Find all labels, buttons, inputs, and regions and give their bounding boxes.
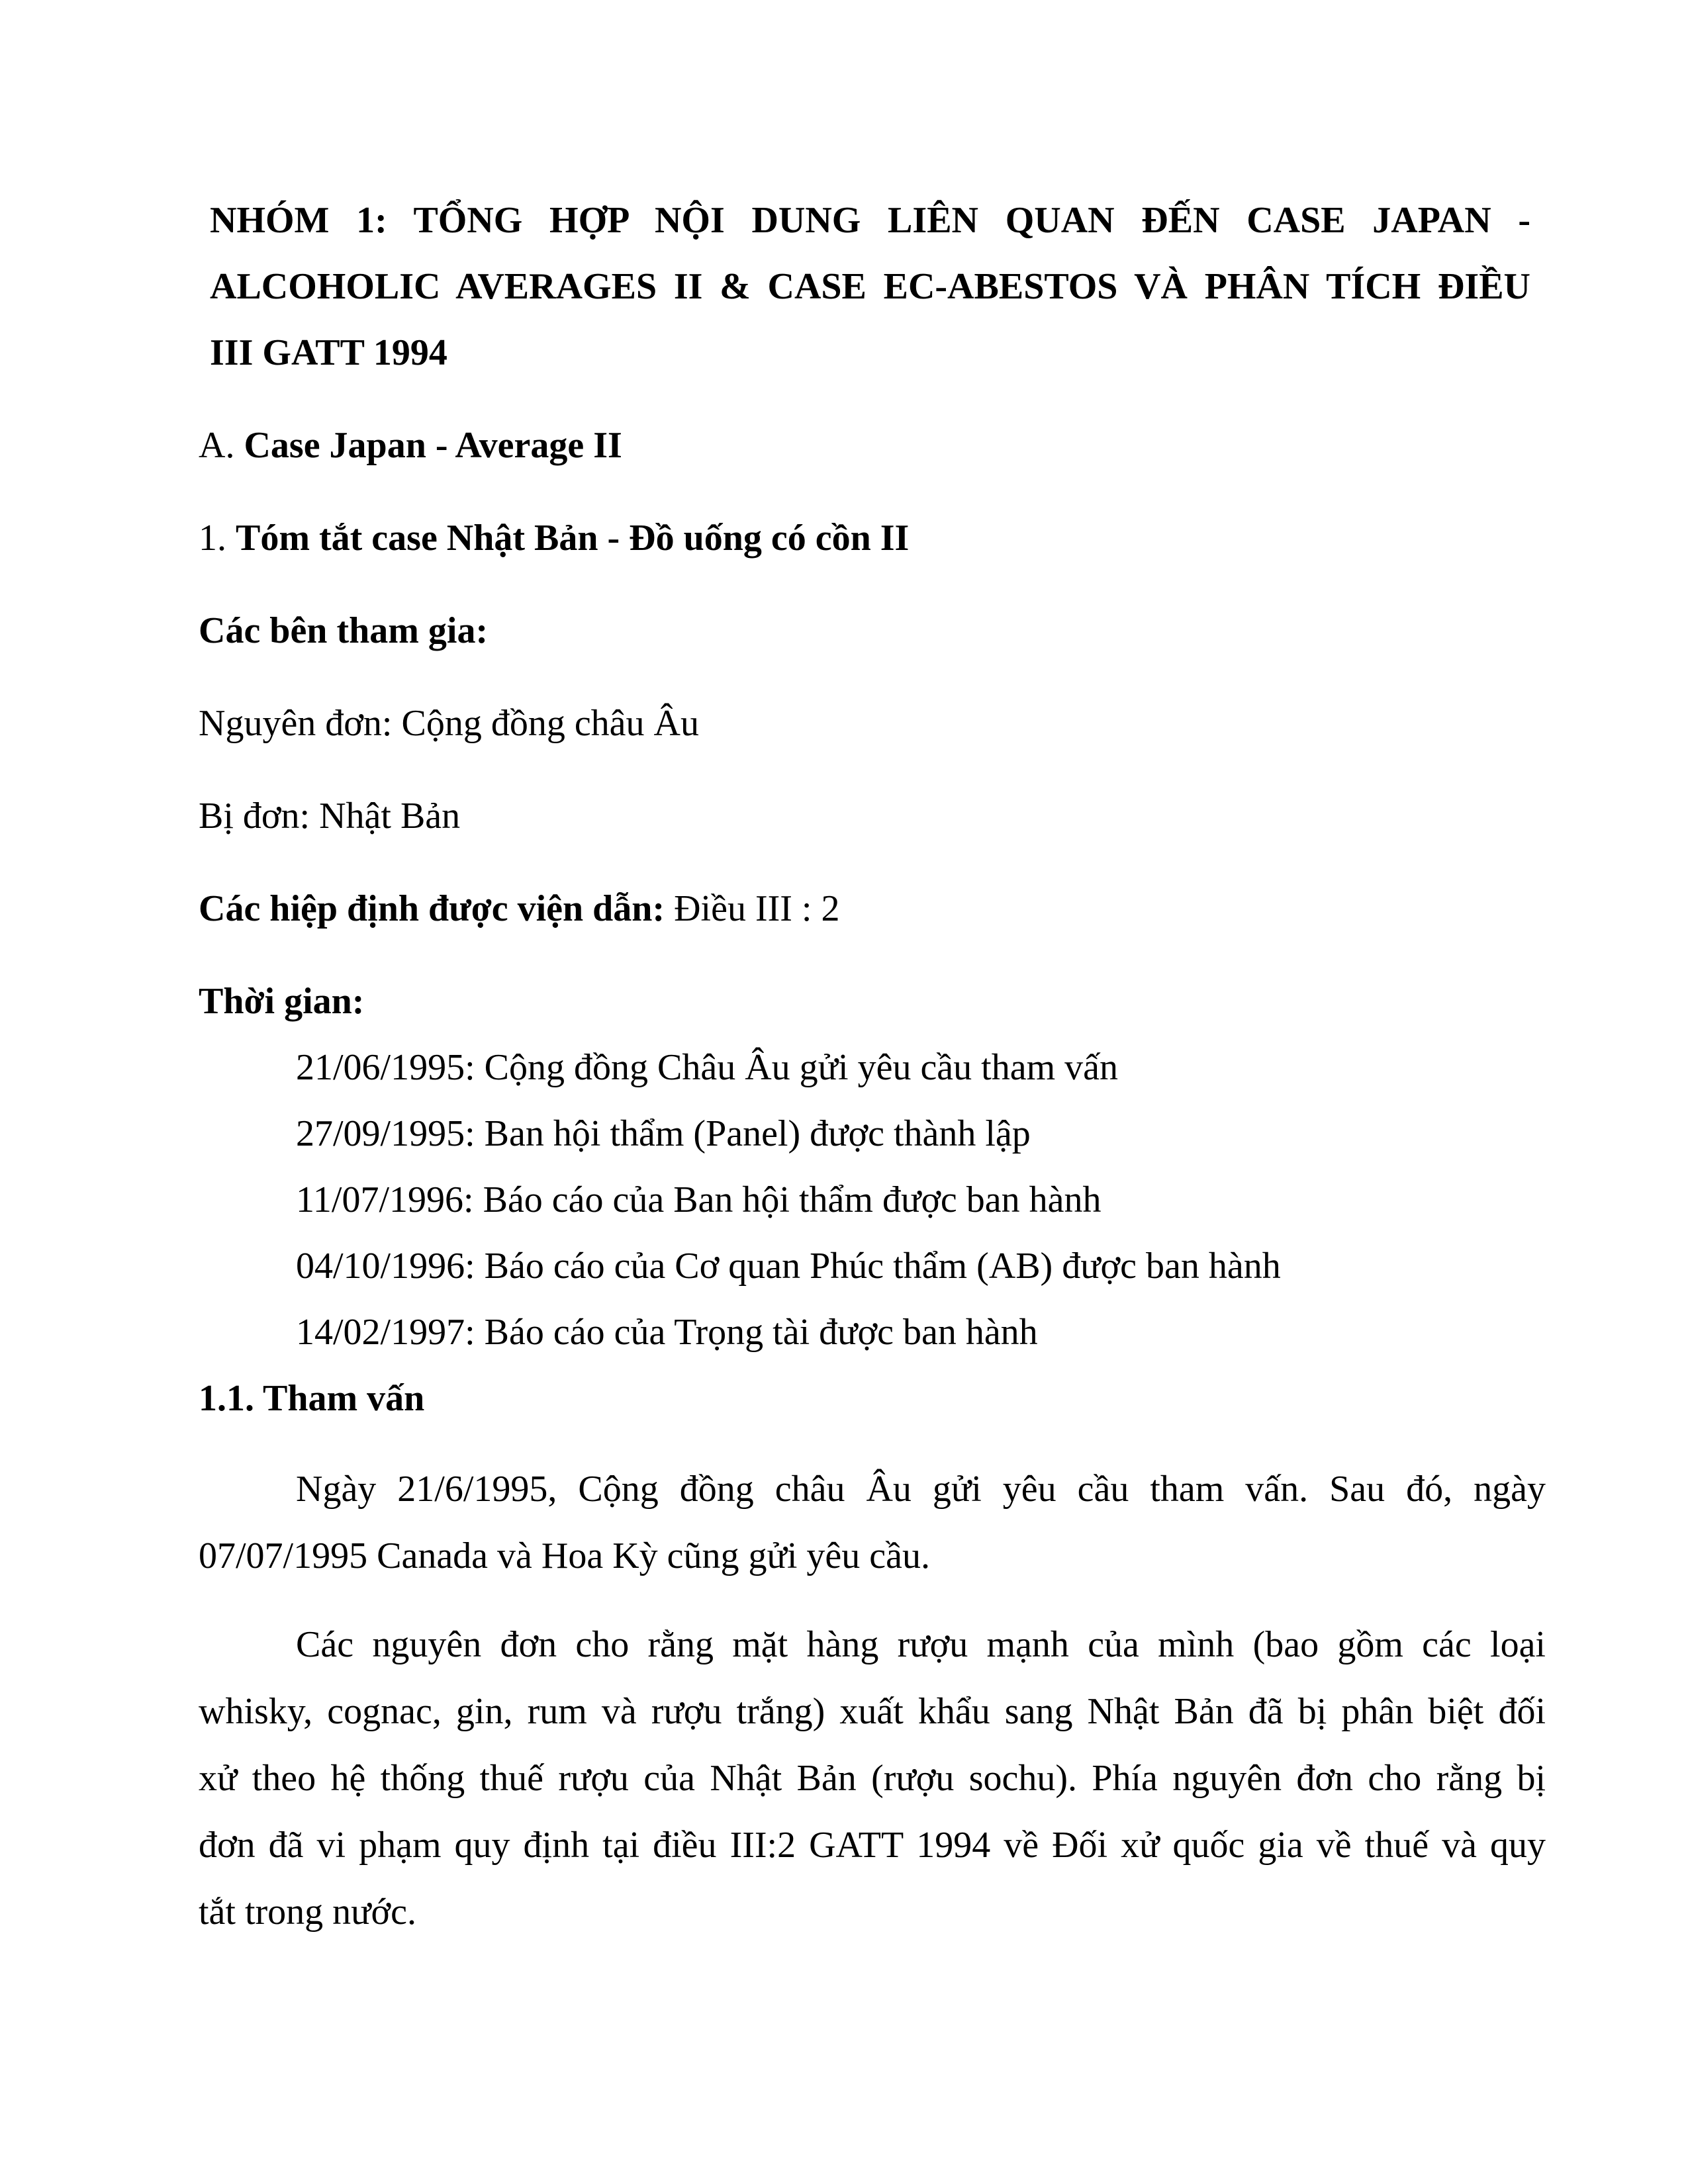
document-title-line-1: NHÓM 1: TỔNG HỢP NỘI DUNG LIÊN QUAN ĐẾN CASE JAPAN -	[210, 200, 1530, 241]
paragraph-line: xử theo hệ thống thuế rượu của Nhật Bản (rượu sochu). Phía nguyên đơn cho rằng bị	[199, 1758, 1546, 1799]
consultation-paragraph-2	[199, 1612, 1546, 1946]
agreements-line	[199, 890, 839, 927]
section-a-label: Case Japan - Average II	[244, 425, 622, 466]
section-1-label: Tóm tắt case Nhật Bản - Đồ uống có cồn II	[236, 518, 910, 559]
paragraph-line: 07/07/1995 Canada và Hoa Kỳ cũng gửi yêu cầu.	[199, 1535, 930, 1576]
timeline-item: 14/02/1997: Báo cáo của Trọng tài được ban hành	[296, 1312, 1038, 1353]
defendant-line: Bị đơn: Nhật Bản	[199, 796, 461, 837]
document-title-line-2: ALCOHOLIC AVERAGES II & CASE EC-ABESTOS VÀ PHÂN TÍCH ĐIỀU	[210, 266, 1530, 307]
section-a-prefix: A.	[199, 425, 244, 466]
consultation-paragraph-1	[199, 1456, 1546, 1590]
paragraph-line: Ngày 21/6/1995, Cộng đồng châu Âu gửi yêu cầu tham vấn. Sau đó, ngày	[296, 1469, 1546, 1510]
timeline-item: 04/10/1996: Báo cáo của Cơ quan Phúc thẩm (AB) được ban hành	[296, 1246, 1281, 1287]
timeline-item: 27/09/1995: Ban hội thẩm (Panel) được thành lập	[296, 1113, 1031, 1154]
plaintiff-line: Nguyên đơn: Cộng đồng châu Âu	[199, 703, 699, 744]
paragraph-line: đơn đã vi phạm quy định tại điều III:2 GATT 1994 về Đối xử quốc gia về thuế và quy	[199, 1825, 1546, 1866]
agreements-value: Điều III : 2	[665, 888, 840, 929]
paragraph-line: tắt trong nước.	[199, 1891, 416, 1933]
section-a-heading	[199, 427, 622, 464]
consultation-heading: 1.1. Tham vấn	[199, 1378, 425, 1419]
agreements-label: Các hiệp định được viện dẫn:	[199, 888, 665, 929]
section-1-heading	[199, 520, 909, 557]
timeline-heading: Thời gian:	[199, 981, 365, 1022]
timeline-item: 11/07/1996: Báo cáo của Ban hội thẩm được ban hành	[296, 1179, 1102, 1220]
paragraph-line: Các nguyên đơn cho rằng mặt hàng rượu mạnh của mình (bao gồm các loại	[296, 1624, 1546, 1665]
parties-heading: Các bên tham gia:	[199, 610, 489, 651]
timeline-item: 21/06/1995: Cộng đồng Châu Âu gửi yêu cầu tham vấn	[296, 1047, 1118, 1088]
paragraph-line: whisky, cognac, gin, rum và rượu trắng) xuất khẩu sang Nhật Bản đã bị phân biệt đối	[199, 1691, 1546, 1732]
section-1-prefix: 1.	[199, 518, 236, 559]
document-title-line-3: III GATT 1994	[210, 332, 447, 373]
